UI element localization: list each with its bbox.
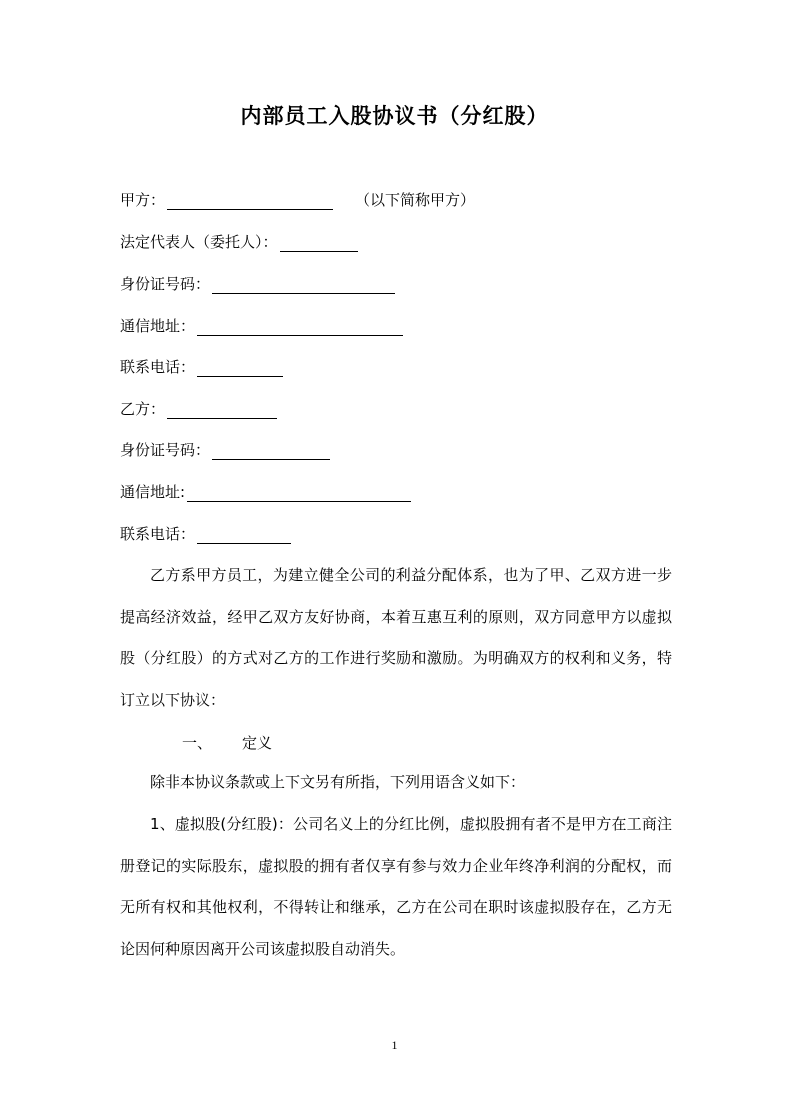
- definitions-intro: 除非本协议条款或上下文另有所指，下列用语含义如下：: [150, 773, 526, 791]
- field-label: 身份证号码：: [120, 441, 211, 459]
- party-a-address-field: [120, 316, 403, 336]
- field-label: 甲方：: [120, 191, 166, 209]
- field-note: （以下简称甲方）: [355, 191, 476, 209]
- fill-in-blank: [197, 318, 403, 336]
- fill-in-blank: [197, 359, 283, 377]
- party-b-phone-field: [120, 524, 291, 544]
- party-a-phone-field: [120, 357, 283, 377]
- party-b-address-field: [120, 482, 411, 502]
- fill-in-blank: [212, 276, 395, 294]
- field-label: 联系电话：: [120, 358, 196, 376]
- fill-in-blank: [187, 484, 411, 502]
- field-label: 身份证号码：: [120, 275, 211, 293]
- section-number: 一、: [182, 734, 213, 752]
- field-label: 联系电话：: [120, 525, 196, 543]
- party-b-id-field: [120, 440, 330, 460]
- fill-in-blank: [167, 192, 333, 210]
- section-heading: [182, 733, 272, 753]
- party-b-field: [120, 399, 277, 419]
- party-a-id-field: [120, 274, 395, 294]
- fill-in-blank: [280, 234, 358, 252]
- field-label: 通信地址：: [120, 317, 196, 335]
- definition-paragraph: 1、虚拟股(分红股)：公司名义上的分红比例，虚拟股拥有者不是甲方在工商注册登记的实际股东，虚拟股的拥有者仅享有参与效力企业年终净利润的分配权，而无所有权和其他权利，不得转让和继承，乙方在公司在职时该虚拟股存在，乙方无论因何种原因离开公司该虚拟股自动消失。: [120, 815, 672, 958]
- legal-representative-field: [120, 232, 358, 252]
- fill-in-blank: [212, 442, 330, 460]
- intro-paragraph: 乙方系甲方员工，为建立健全公司的利益分配体系，也为了甲、乙双方进一步提高经济效益，经甲乙双方友好协商，本着互惠互利的原则，双方同意甲方以虚拟股（分红股）的方式对乙方的工作进行奖励和激励。为明确双方的权利和义务，特订立以下协议：: [120, 566, 672, 709]
- party-a-field: [120, 190, 475, 210]
- field-label: 乙方：: [120, 400, 166, 418]
- fill-in-blank: [167, 401, 277, 419]
- page-number: 1: [391, 1038, 398, 1052]
- page-title: 内部员工入股协议书（分红股）: [240, 103, 549, 128]
- section-title: 定义: [242, 734, 273, 752]
- fill-in-blank: [197, 526, 291, 544]
- field-label: 通信地址:: [120, 483, 186, 501]
- field-label: 法定代表人（委托人）：: [120, 233, 278, 251]
